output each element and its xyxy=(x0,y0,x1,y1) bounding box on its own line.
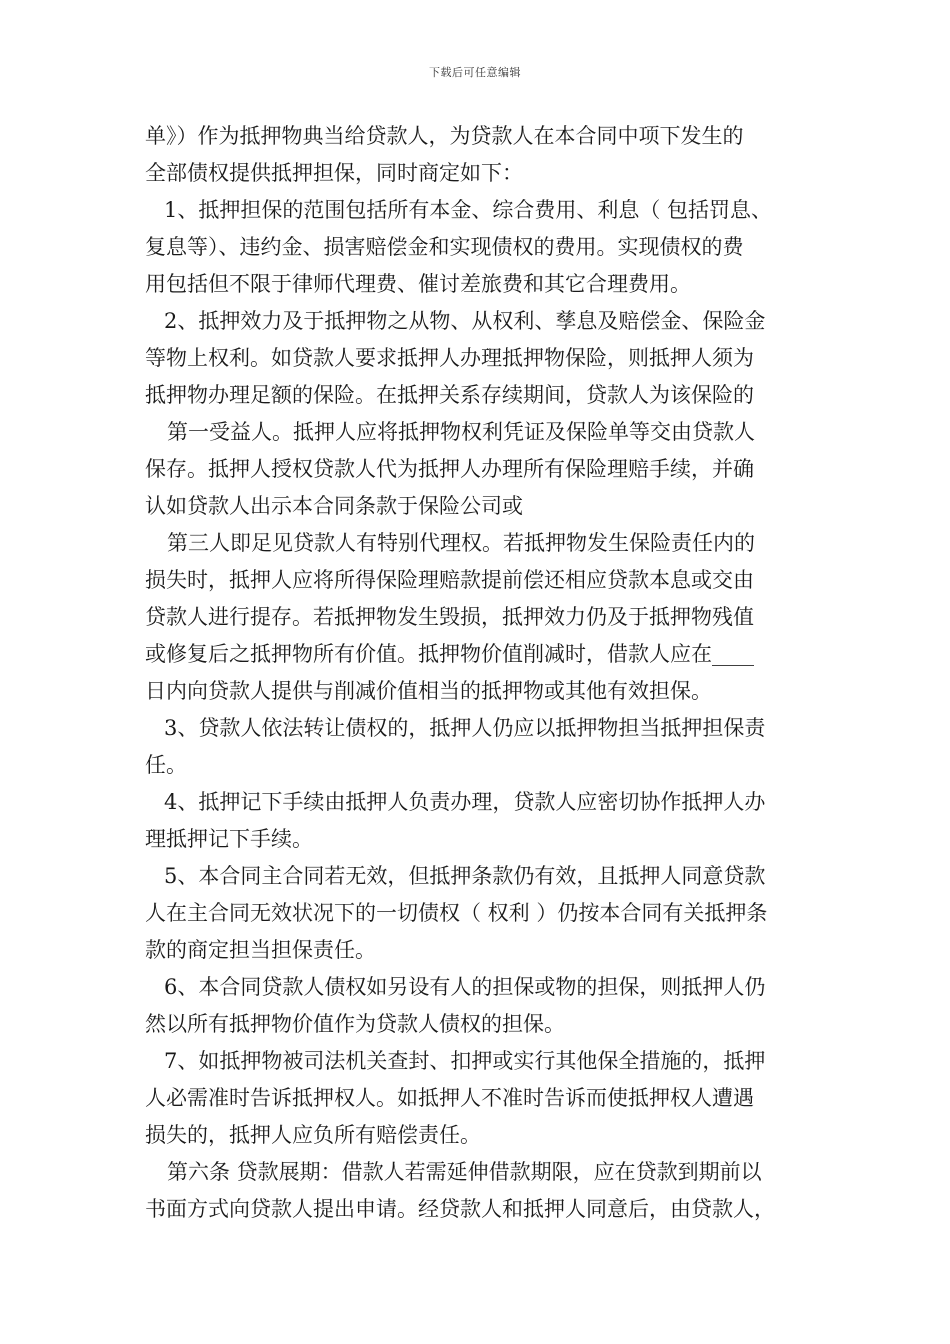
text-line: 理抵押记下手续。 xyxy=(145,827,313,851)
text-line: 第一受益人。抵押人应将抵押物权利凭证及保险单等交由贷款人 xyxy=(167,420,755,444)
text-line: 书面方式向贷款人提出申请。经贷款人和抵押人同意后，由贷款人， xyxy=(145,1197,775,1221)
text-line: 人在主合同无效状况下的一切债权（ 权利 ）仍按本合同有关抵押条 xyxy=(145,901,768,925)
text-line: 第六条 贷款展期：借款人若需延伸借款期限，应在贷款到期前以 xyxy=(167,1160,762,1184)
text-line: 人必需准时告诉抵押权人。如抵押人不准时告诉而使抵押权人遭遇 xyxy=(145,1086,754,1110)
text-line: 任。 xyxy=(145,753,187,777)
text-line: 贷款人进行提存。若抵押物发生毁损，抵押效力仍及于抵押物残值 xyxy=(145,605,754,629)
text-line: 损失的，抵押人应负所有赔偿责任。 xyxy=(145,1123,481,1147)
text-line: 等物上权利。如贷款人要求抵押人办理抵押物保险，则抵押人须为 xyxy=(145,346,754,370)
text-line: 2、抵押效力及于抵押物之从物、从权利、孳息及赔偿金、保险金 xyxy=(164,309,766,333)
text-line: 6、本合同贷款人债权如另设有人的担保或物的担保，则抵押人仍 xyxy=(164,975,766,999)
text-line: 5、本合同主合同若无效，但抵押条款仍有效，且抵押人同意贷款 xyxy=(164,864,766,888)
text-line: 7、如抵押物被司法机关查封、扣押或实行其他保全措施的，抵押 xyxy=(164,1049,766,1073)
text-line: 认如贷款人出示本合同条款于保险公司或 xyxy=(145,494,523,518)
text-line: 抵押物办理足额的保险。在抵押关系存续期间，贷款人为该保险的 xyxy=(145,383,754,407)
text-line: 然以所有抵押物价值作为贷款人债权的担保。 xyxy=(145,1012,565,1036)
text-line: 用包括但不限于律师代理费、催讨差旅费和其它合理费用。 xyxy=(145,272,691,296)
text-line: 第三人即足见贷款人有特别代理权。若抵押物发生保险责任内的 xyxy=(167,531,755,555)
text-line: 全部债权提供抵押担保，同时商定如下： xyxy=(145,161,523,185)
text-line: 4、抵押记下手续由抵押人负责办理，贷款人应密切协作抵押人办 xyxy=(164,790,766,814)
text-line: 1、抵押担保的范围包括所有本金、综合费用、利息（ 包括罚息、 xyxy=(164,198,773,222)
text-line: 保存。抵押人授权贷款人代为抵押人办理所有保险理赔手续，并确 xyxy=(145,457,754,481)
document-body xyxy=(145,118,810,1228)
text-line: 或修复后之抵押物所有价值。抵押物价值削减时，借款人应在____ xyxy=(145,642,754,666)
text-line: 3、贷款人依法转让债权的，抵押人仍应以抵押物担当抵押担保责 xyxy=(164,716,766,740)
text-line: 损失时，抵押人应将所得保险理赔款提前偿还相应贷款本息或交由 xyxy=(145,568,754,592)
text-line: 复息等）、违约金、损害赔偿金和实现债权的费用。实现债权的费 xyxy=(145,235,744,259)
page-header-note: 下载后可任意编辑 xyxy=(429,66,521,79)
text-line: 款的商定担当担保责任。 xyxy=(145,938,376,962)
text-line: 单》）作为抵押物典当给贷款人，为贷款人在本合同中项下发生的 xyxy=(145,124,744,148)
text-line: 日内向贷款人提供与削减价值相当的抵押物或其他有效担保。 xyxy=(145,679,712,703)
